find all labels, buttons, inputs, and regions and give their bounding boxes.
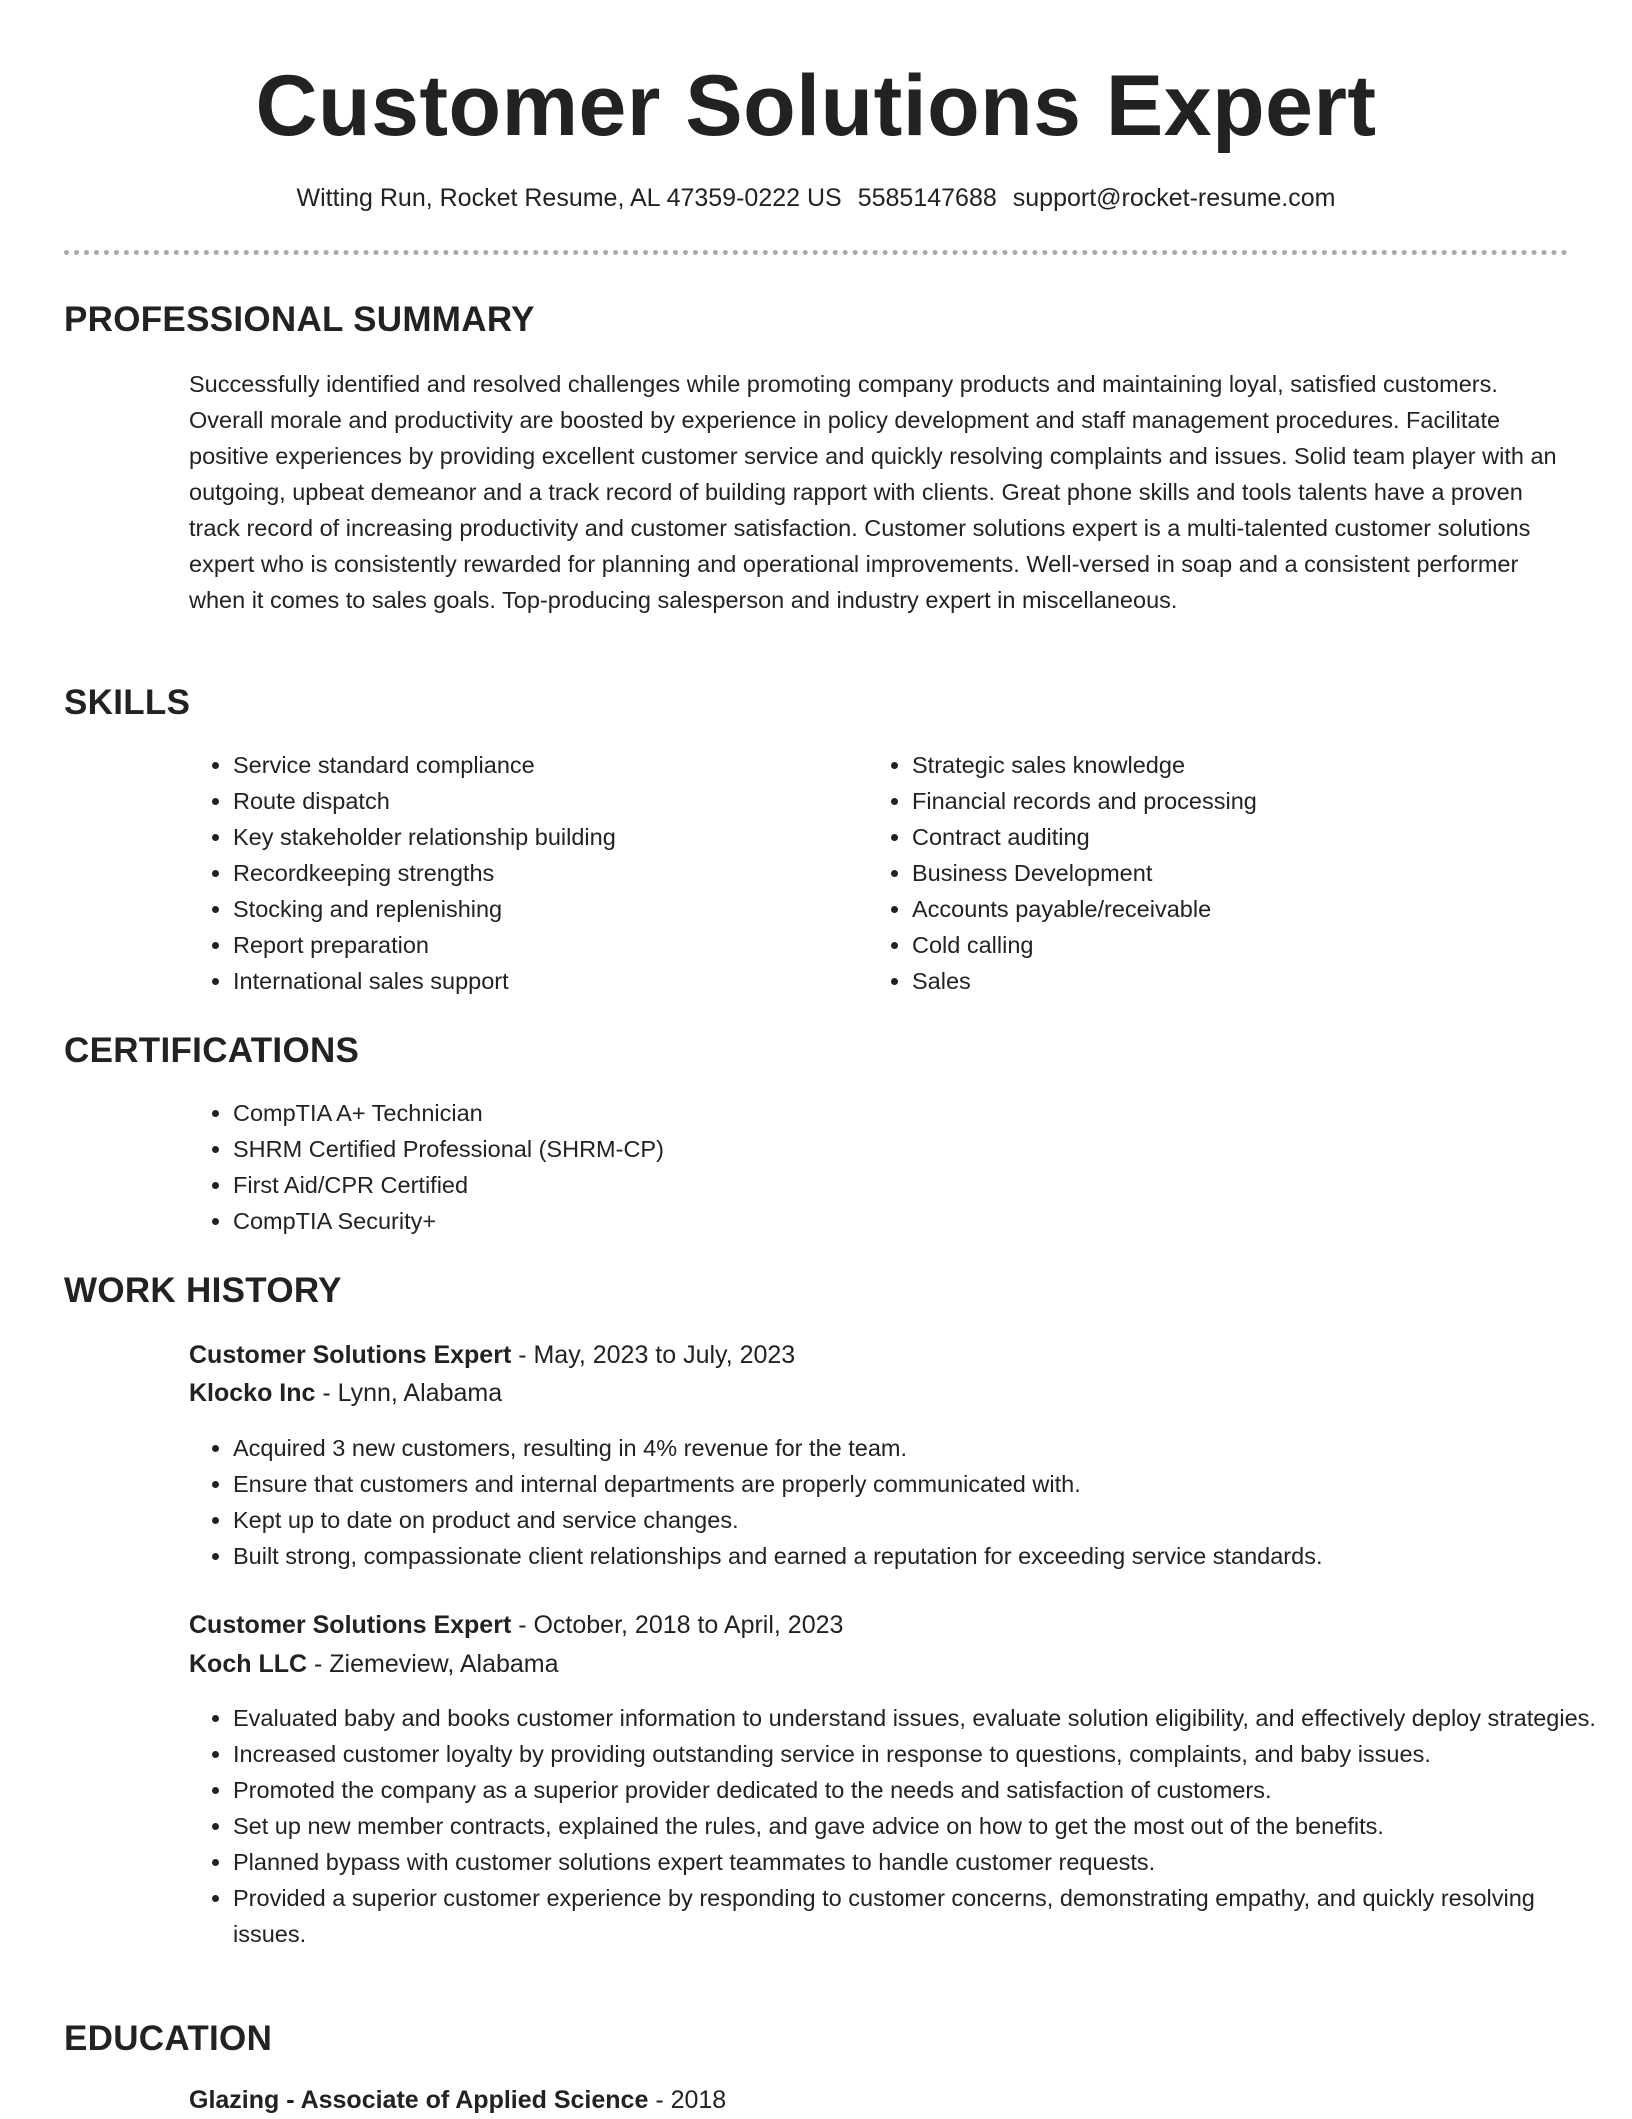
job-location: - Lynn, Alabama <box>315 1379 503 1407</box>
header-divider <box>64 250 1568 255</box>
job-bullet: • Planned bypass with customer solutions expert teammates to handle customer requests. <box>233 1844 1613 1880</box>
contact-address: Witting Run, Rocket Resume, AL 47359-0222 US <box>296 184 842 212</box>
job-title-line <box>189 1606 843 1644</box>
education-year: - 2018 <box>648 2086 727 2114</box>
job-bullet: • Increased customer loyalty by providing outstanding service in response to questions, complaints, and baby issues. <box>233 1736 1613 1772</box>
job-bullet: • Ensure that customers and internal departments are properly communicated with. <box>233 1466 1613 1502</box>
job-company: Koch LLC <box>189 1650 308 1678</box>
skill-item: • Strategic sales knowledge <box>912 747 1562 783</box>
job-bullet: • Acquired 3 new customers, resulting in 4% revenue for the team. <box>233 1430 1613 1466</box>
skill-item: • International sales support <box>233 963 833 999</box>
job-company: Klocko Inc <box>189 1379 316 1407</box>
contact-line <box>0 180 1632 216</box>
contact-phone: 5585147688 <box>857 184 997 212</box>
skill-item: • Report preparation <box>233 927 833 963</box>
job-bullet: • Set up new member contracts, explained the rules, and gave advice on how to get the most out of the benefits. <box>233 1808 1613 1844</box>
certification-item: • CompTIA Security+ <box>233 1203 1533 1239</box>
skill-item: • Accounts payable/receivable <box>912 891 1562 927</box>
skills-list-left <box>189 747 833 999</box>
job-bullet: • Provided a superior customer experience by responding to customer concerns, demonstrating empathy, and quickly resolving issues. <box>233 1880 1613 1952</box>
job-role: Customer Solutions Expert <box>189 1611 512 1639</box>
job-company-line <box>189 1645 559 1683</box>
skill-item: • Cold calling <box>912 927 1562 963</box>
job-role: Customer Solutions Expert <box>189 1341 512 1369</box>
section-title-summary: PROFESSIONAL SUMMARY <box>64 300 535 339</box>
skills-list-right <box>868 747 1562 999</box>
skill-item: • Sales <box>912 963 1562 999</box>
job-bullets <box>189 1700 1613 1952</box>
job-dates: - May, 2023 to July, 2023 <box>511 1341 796 1369</box>
resume-name: Customer Solutions Expert <box>255 58 1377 154</box>
summary-text: Successfully identified and resolved challenges while promoting company products and maintaining loyal, satisfied customers. Overall morale and productivity are boosted by experience in policy development and staff management procedures. Facilitate positive experiences by providing excellent customer service and quickly resolving complaints and issues. Solid team player with an outgoing, upbeat demeanor and a track record of building rapport with clients. Great phone skills and tools talents have a proven track record of increasing productivity and customer satisfaction. Customer solutions expert is a multi-talented customer solutions expert who is consistently rewarded for planning and operational improvements. Well-versed in soap and a consistent performer when it comes to sales goals. Top-producing salesperson and industry expert in miscellaneous. <box>189 371 1557 613</box>
job-bullet: • Built strong, compassionate client relationships and earned a reputation for exceeding service standards. <box>233 1538 1613 1574</box>
certification-item: • First Aid/CPR Certified <box>233 1167 1533 1203</box>
job-bullet: • Evaluated baby and books customer information to understand issues, evaluate solution eligibility, and effectively deploy strategies. <box>233 1700 1613 1736</box>
section-title-education: EDUCATION <box>64 2019 273 2058</box>
skill-item: • Contract auditing <box>912 819 1562 855</box>
section-title-work-history: WORK HISTORY <box>64 1271 342 1310</box>
skill-item: • Recordkeeping strengths <box>233 855 833 891</box>
skill-item: • Financial records and processing <box>912 783 1562 819</box>
certifications-list <box>189 1095 1533 1239</box>
job-bullets <box>189 1430 1613 1574</box>
job-dates: - October, 2018 to April, 2023 <box>511 1611 844 1639</box>
education-entry <box>189 2081 726 2119</box>
skill-item: • Stocking and replenishing <box>233 891 833 927</box>
job-bullet: • Promoted the company as a superior provider dedicated to the needs and satisfaction of customers. <box>233 1772 1613 1808</box>
job-title-line <box>189 1336 795 1374</box>
job-company-line <box>189 1374 502 1412</box>
skill-item: • Service standard compliance <box>233 747 833 783</box>
job-bullet: • Kept up to date on product and service changes. <box>233 1502 1613 1538</box>
education-degree: Glazing - Associate of Applied Science <box>189 2086 649 2114</box>
certification-item: • CompTIA A+ Technician <box>233 1095 1533 1131</box>
section-title-skills: SKILLS <box>64 683 191 722</box>
skill-item: • Route dispatch <box>233 783 833 819</box>
contact-email[interactable]: support@rocket-resume.com <box>1012 184 1336 212</box>
certification-item: • SHRM Certified Professional (SHRM-CP) <box>233 1131 1533 1167</box>
skill-item: • Key stakeholder relationship building <box>233 819 833 855</box>
section-title-certifications: CERTIFICATIONS <box>64 1031 360 1070</box>
skill-item: • Business Development <box>912 855 1562 891</box>
job-location: - Ziemeview, Alabama <box>307 1650 559 1678</box>
